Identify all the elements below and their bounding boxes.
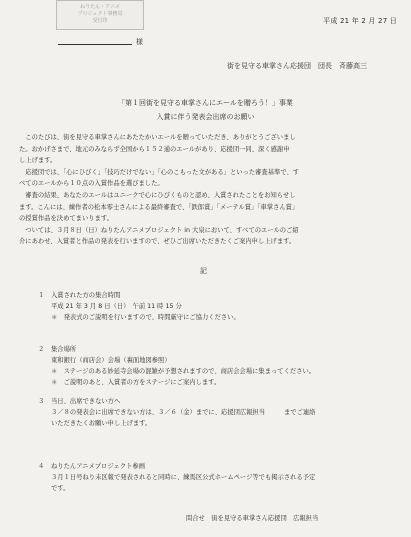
item-line: 東和銀行（商店会）会場（裏面地図参照） [51,357,171,364]
body-line: 応援団では、「心にひびく」「技巧だけでない」「心のこもった文がある」といった審査基準で、す [19,168,300,176]
item-line: です。 [51,485,70,492]
item-number: １ [38,292,45,299]
document-subtitle: 入賞に伴う発表会出席のお願い [156,113,255,121]
ki-heading: 記 [200,267,207,275]
item-heading: 集合場所 [51,346,77,353]
body-line: ついては、３月８日（日）ねりたんアニメプロジェクト in 大泉において、すべてのエールのご紹 [19,226,299,234]
item-heading: 入賞された方の集合時間 [51,292,121,299]
body-line: し上げます。 [19,157,57,165]
recipient-honorific: 様 [136,38,143,46]
body-line: ます。こんには、練作者の松本零士さんによる最終審査で、「鉄郎賞」「メーテル賞」「車掌さん賞」 [19,203,299,211]
body-line: の授賞作品を決めてまいります。 [19,215,113,223]
document-date: 平成 21 年 2 月 27 日 [323,17,397,25]
body-paragraphs [19,132,392,248]
item-line: ＊ ご説明のあと、入賞者の方をステージにご案内します。 [51,379,221,386]
sender-name: 街を見守る車掌さん応援団 団長 斉藤高三 [227,62,367,70]
item-number: ３ [38,398,45,405]
reception-stamp-box [56,0,144,30]
recipient-line [58,37,150,47]
item-line: ＊ ステージのある妙延寺会場の混雑が予想されますので、商店会会場に集まってください。 [51,368,316,375]
body-line: べてのエールから１０点の入賞作品を選びました。 [19,180,164,188]
body-line: た。おかげさまで、地元のみならず全国から１５２通のエールがあり、応援団一同、深く感謝申 [19,145,290,153]
contact-footer: 問合せ 街を見守る車掌さん応援団 広報担当 [186,515,319,522]
body-line: 介にあわせ、入賞者と作品の発表を行いますので、ぜひご出席いただきたくご案内申し上げます。 [19,238,296,246]
stamp-line: 受付印 [92,18,108,24]
stamp-line: ねりたん・アニメ [80,4,120,10]
body-line: このたびは、街を見守る車掌さんにあたたかいエールを贈っていただき、ありがとうございまし [19,134,296,141]
item-heading: ねりたんアニメプロジェクト参画 [51,463,146,470]
recipient-name-blank [58,37,132,45]
item-line: 平成 21 年 3 月 8 日（日） 午前 11 時 15 分 [51,303,182,310]
item-line: いただきたくお願い申し上げます。 [51,420,152,427]
item-number: ２ [38,346,45,353]
document-title: 「第１回街を見守る車掌さんにエールを贈ろう！」事業 [118,99,293,107]
item-heading: 当日、出席できない方へ [51,398,121,405]
item-number: ４ [38,463,45,470]
item-line: ３／８の発表会に出席できない方は、３／６（金）までに、応援団広報担当 までご連絡 [51,409,316,416]
stamp-line: プロジェクト事務局 [77,11,123,17]
body-line: 審査の結果、あなたのエールはユニークで心にひびくものと認め、入賞されたことをお知らせし [19,191,296,199]
item-line: ３月１日号ねり未区報で発表されると同時に、練馬区公式ホームページ等でも掲示される予定 [51,474,316,481]
item-line: ＊ 発表式のご説明を行いますので、時間厳守にご協力ください。 [51,314,240,321]
